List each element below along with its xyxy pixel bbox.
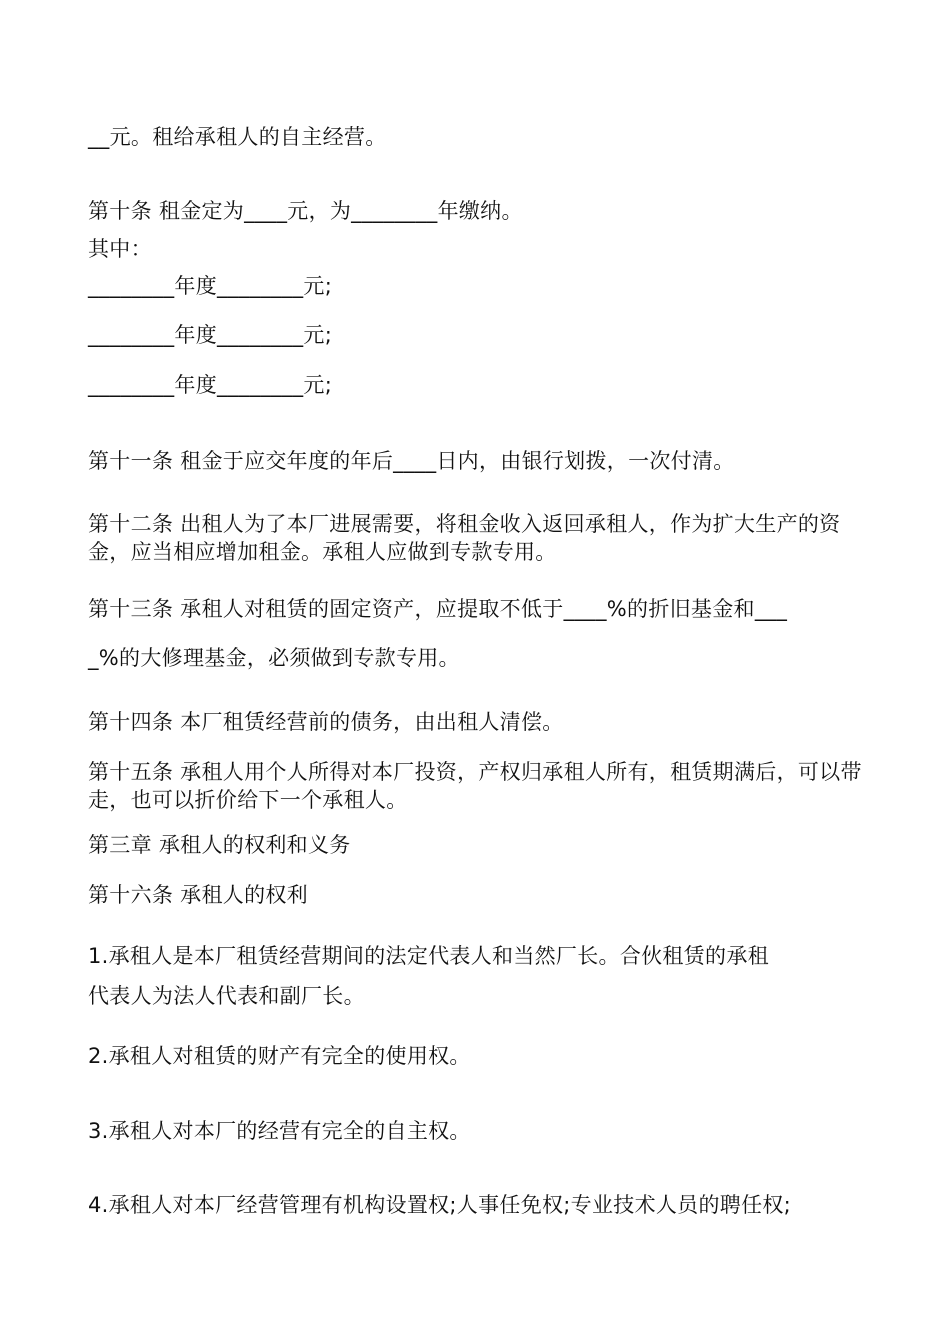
- article-16-heading: 第十六条 承租人的权利: [88, 883, 308, 907]
- right-item-4: 4.承租人对本厂经营管理有机构设置权;人事任免权;专业技术人员的聘任权;: [88, 1193, 792, 1217]
- chapter-3-heading: 第三章 承租人的权利和义务: [88, 833, 351, 857]
- article-13-cont: _%的大修理基金，必须做到专款专用。: [88, 646, 460, 670]
- article-10: 第十条 租金定为____元，为________年缴纳。: [88, 199, 523, 223]
- article-12: 第十二条 出租人为了本厂进展需要，将租金收入返回承租人，作为扩大生产的资金，应当相应增加租金。承租人应做到专款专用。: [88, 512, 841, 564]
- right-item-2: 2.承租人对租赁的财产有完全的使用权。: [88, 1044, 471, 1068]
- rent-year-line: ________年度________元;: [88, 323, 333, 347]
- article-11: 第十一条 租金于应交年度的年后____日内，由银行划拨，一次付清。: [88, 449, 735, 473]
- right-item-3: 3.承租人对本厂的经营有完全的自主权。: [88, 1119, 471, 1143]
- text-line: __元。租给承租人的自主经营。: [88, 125, 387, 149]
- right-item-1: 1.承租人是本厂租赁经营期间的法定代表人和当然厂长。合伙租赁的承租: [88, 944, 769, 968]
- right-item-1-cont: 代表人为法人代表和副厂长。: [88, 984, 365, 1008]
- rent-year-line: ________年度________元;: [88, 274, 333, 298]
- rent-year-line: ________年度________元;: [88, 373, 333, 397]
- article-14: 第十四条 本厂租赁经营前的债务，由出租人清偿。: [88, 710, 564, 734]
- article-15: 第十五条 承租人用个人所得对本厂投资，产权归承租人所有，租赁期满后，可以带走，也可以折价给下一个承租人。: [88, 760, 862, 812]
- text-line: 其中：: [88, 237, 152, 261]
- article-13: 第十三条 承租人对租赁的固定资产，应提取不低于____%的折旧基金和___: [88, 597, 788, 621]
